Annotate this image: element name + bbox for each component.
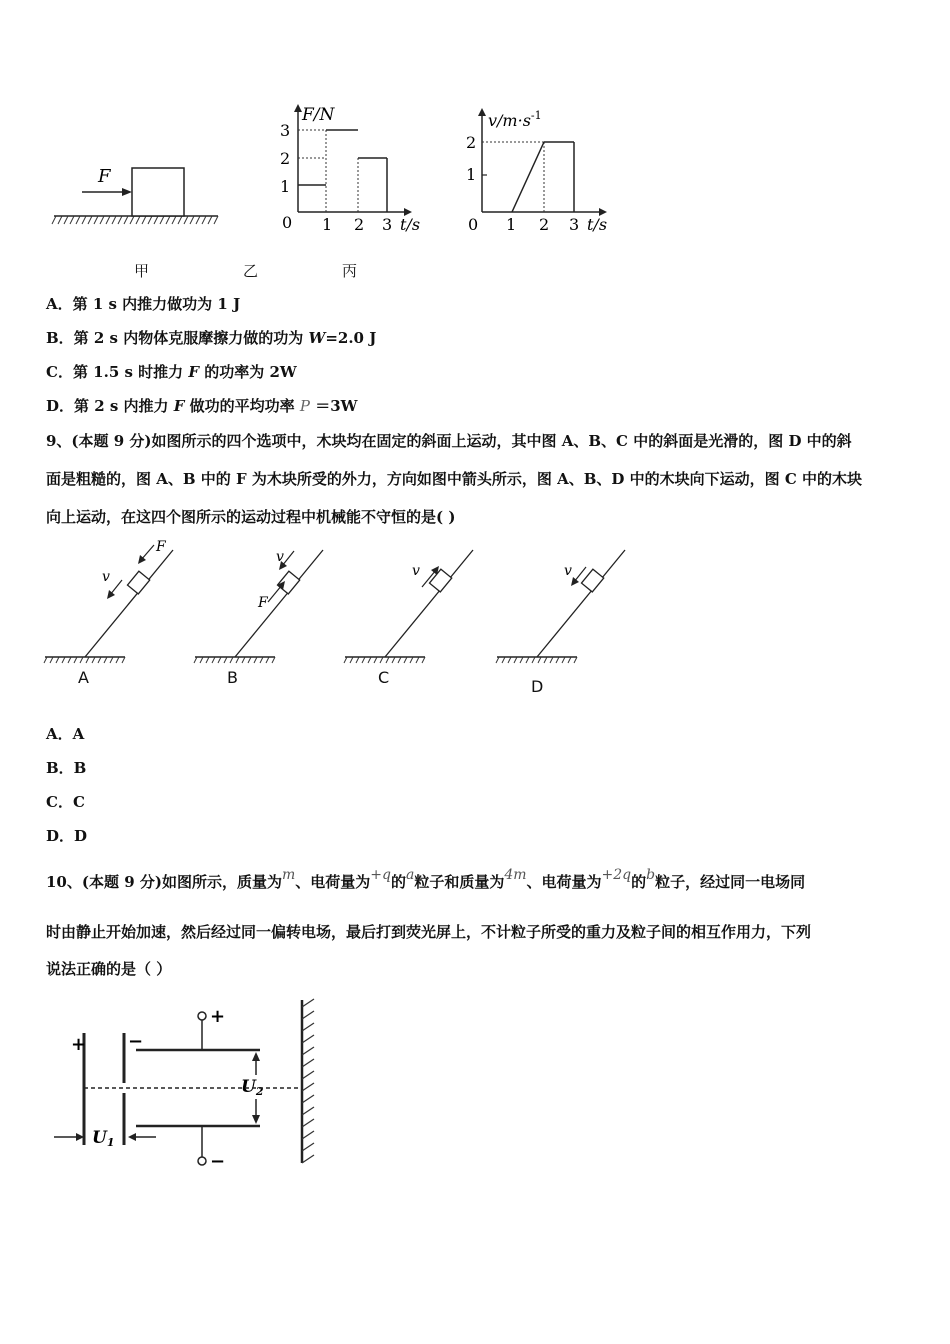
q9-figure-label-a: A	[78, 668, 89, 687]
x-tick: 2	[539, 215, 550, 234]
incline	[385, 550, 473, 657]
q9-figure-b	[190, 535, 330, 695]
svg-text:v: v	[276, 549, 284, 565]
block	[132, 168, 184, 216]
svg-text:−: −	[210, 1151, 226, 1172]
q10-stem-line1: 10、(本题 9 分)如图所示，质量为m、电荷量为+q的a粒子和质量为4m、电荷量为+2q的b粒子，经过同一电场同	[46, 867, 806, 891]
svg-text:v: v	[564, 563, 572, 579]
q9-figure-a	[40, 535, 180, 695]
svg-text:t/s: t/s	[400, 215, 421, 234]
q8-option-b[interactable]: B．第 2 s 内物体克服摩擦力做的功为 W=2.0 J	[46, 329, 377, 347]
q10-stem-line3: 说法正确的是（ ）	[46, 960, 172, 978]
block	[277, 571, 299, 594]
svg-text:F: F	[156, 539, 166, 555]
q10-stem-line2: 时由静止开始加速，然后经过同一偏转电场，最后打到荧光屏上，不计粒子所受的重力及粒子间的相互作用力，下列	[46, 923, 812, 941]
svg-text:+: +	[210, 1006, 226, 1027]
svg-text:U2: U2	[241, 1077, 264, 1098]
q8-option-c[interactable]: C．第 1.5 s 时推力 F 的功率为 2W	[46, 363, 297, 381]
q9-option-d[interactable]: D．D	[46, 827, 88, 845]
svg-text:F: F	[258, 595, 268, 611]
figure-caption-yi: 乙	[243, 262, 259, 280]
x-tick: 1	[506, 215, 517, 234]
svg-text:0: 0	[468, 215, 479, 234]
incline	[537, 550, 625, 657]
terminal-negative	[198, 1157, 206, 1165]
q9-figure-label-d: D	[531, 677, 544, 696]
svg-text:v: v	[412, 563, 420, 579]
velocity-arrow-icon	[107, 590, 115, 599]
x-tick: 3	[382, 215, 393, 234]
x-tick: 2	[354, 215, 365, 234]
y-tick: 3	[280, 121, 291, 140]
q10-figure	[44, 995, 334, 1195]
force-arrow-icon	[122, 188, 132, 196]
terminal-positive	[198, 1012, 206, 1020]
v-segment	[512, 142, 544, 212]
q8-option-a[interactable]: A．第 1 s 内推力做功为 1 J	[46, 295, 241, 313]
y-tick: 2	[280, 149, 291, 168]
block	[581, 569, 603, 592]
q9-figure-label-b: B	[227, 668, 238, 687]
y-tick: 1	[280, 177, 291, 196]
svg-text:v: v	[102, 569, 110, 585]
svg-text:F/N: F/N	[302, 105, 335, 125]
force-label: F	[98, 166, 111, 187]
q9-figure-d	[492, 535, 632, 695]
q9-option-c[interactable]: C．C	[46, 793, 85, 811]
figure-caption-bing: 丙	[342, 262, 358, 280]
svg-text:0: 0	[282, 213, 293, 232]
y-tick: 1	[466, 165, 477, 184]
q9-option-a[interactable]: A．A	[46, 725, 85, 743]
velocity-arrow-icon	[571, 577, 579, 586]
y-tick: 2	[466, 133, 477, 152]
x-tick: 1	[322, 215, 333, 234]
q8-option-d[interactable]: D．第 2 s 内推力 F 做功的平均功率 P ＝3W	[46, 397, 358, 415]
svg-text:v/m·s-1: $v/m\cdot s^{-1}$	[488, 109, 542, 130]
block	[429, 569, 451, 592]
svg-text:+: +	[71, 1034, 87, 1055]
q8-figure-bing-chart	[460, 100, 630, 240]
q8-figure-yi-chart	[270, 100, 430, 240]
q8-figure-jia	[40, 150, 230, 240]
svg-text:t/s: t/s	[587, 215, 608, 234]
q9-figure-label-c: C	[378, 668, 390, 687]
block	[127, 571, 149, 594]
q9-figure-c	[340, 535, 480, 695]
svg-text:U1: U1	[92, 1128, 115, 1149]
x-tick: 3	[569, 215, 580, 234]
figure-caption-jia: 甲	[134, 262, 150, 280]
q9-option-b[interactable]: B．B	[46, 759, 87, 777]
incline	[235, 550, 323, 657]
svg-text:−: −	[128, 1031, 144, 1052]
incline	[85, 550, 173, 657]
